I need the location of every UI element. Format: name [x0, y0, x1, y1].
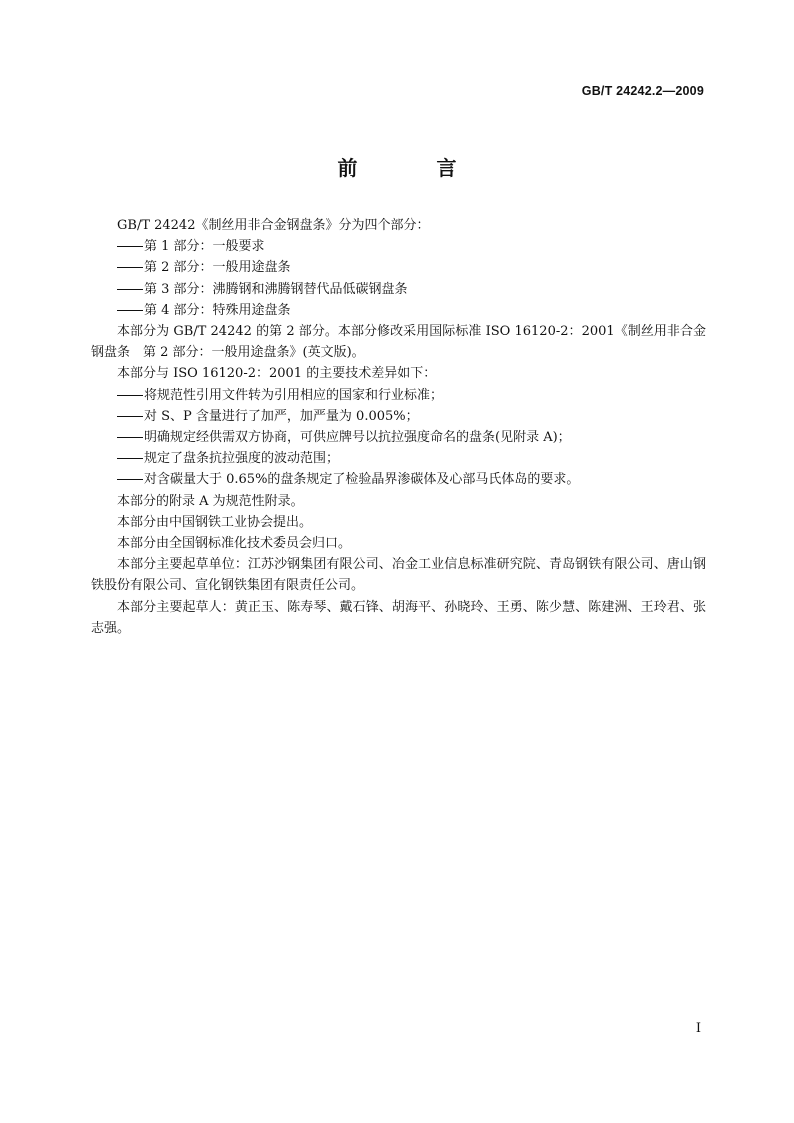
dash-mark — [117, 479, 143, 480]
centralized-by: 本部分由全国钢标准化技术委员会归口。 — [117, 536, 352, 552]
dash-mark — [117, 289, 143, 290]
adoption-paragraph: 本部分为 GB/T 24242 的第 2 部分。本部分修改采用国际标准 ISO 16120-2：2001《制丝用非合金钢盘条 第 2 部分：一般用途盘条》(英文版)。 — [91, 324, 706, 361]
annex-note: 本部分的附录 A 为规范性附录。 — [117, 493, 304, 509]
part-list-item — [91, 257, 706, 278]
difference-list-item — [91, 427, 706, 448]
difference-item-text: 将规范性引用文件转为引用相应的国家和行业标准； — [144, 387, 444, 403]
dash-mark — [117, 458, 143, 459]
part-list-item — [91, 279, 706, 300]
page-number: I — [695, 1021, 701, 1036]
part-item-text: 第 1 部分：一般要求 — [144, 239, 265, 255]
dash-mark — [117, 267, 143, 268]
foreword-body — [91, 215, 706, 639]
standard-number: GB/T 24242.2—2009 — [581, 84, 704, 98]
dash-mark — [117, 310, 143, 311]
proposed-by: 本部分由中国钢铁工业协会提出。 — [117, 514, 313, 530]
difference-list-item — [91, 469, 706, 490]
part-list-item — [91, 236, 706, 257]
difference-list-item — [91, 385, 706, 406]
drafters: 本部分主要起草人：黄正玉、陈寿琴、戴石锋、胡海平、孙晓玲、王勇、陈少慧、陈建洲、王玲君、张志强。 — [91, 599, 706, 636]
difference-list-item — [91, 406, 706, 427]
dash-mark — [117, 416, 143, 417]
difference-item-text: 对含碳量大于 0.65%的盘条规定了检验晶界渗碳体及心部马氏体岛的要求。 — [144, 472, 580, 488]
page-title: 前 言 — [337, 156, 493, 180]
difference-item-text: 对 S、P 含量进行了加严，加严量为 0.005%； — [144, 408, 419, 424]
differences-intro: 本部分与 ISO 16120-2：2001 的主要技术差异如下： — [117, 366, 437, 382]
part-item-text: 第 4 部分：特殊用途盘条 — [144, 302, 291, 318]
dash-mark — [117, 395, 143, 396]
difference-item-text: 规定了盘条抗拉强度的波动范围； — [144, 451, 340, 467]
part-list-item — [91, 300, 706, 321]
part-item-text: 第 3 部分：沸腾钢和沸腾钢替代品低碳钢盘条 — [144, 281, 408, 297]
part-item-text: 第 2 部分：一般用途盘条 — [144, 260, 291, 276]
intro-paragraph: GB/T 24242《制丝用非合金钢盘条》分为四个部分： — [117, 218, 430, 233]
drafting-units: 本部分主要起草单位：江苏沙钢集团有限公司、冶金工业信息标准研究院、青岛钢铁有限公司、唐山钢铁股份有限公司、宣化钢铁集团有限责任公司。 — [91, 557, 706, 594]
difference-item-text: 明确规定经供需双方协商，可供应牌号以抗拉强度命名的盘条(见附录 A)； — [144, 430, 571, 446]
dash-mark — [117, 437, 143, 438]
difference-list-item — [91, 448, 706, 469]
dash-mark — [117, 246, 143, 247]
